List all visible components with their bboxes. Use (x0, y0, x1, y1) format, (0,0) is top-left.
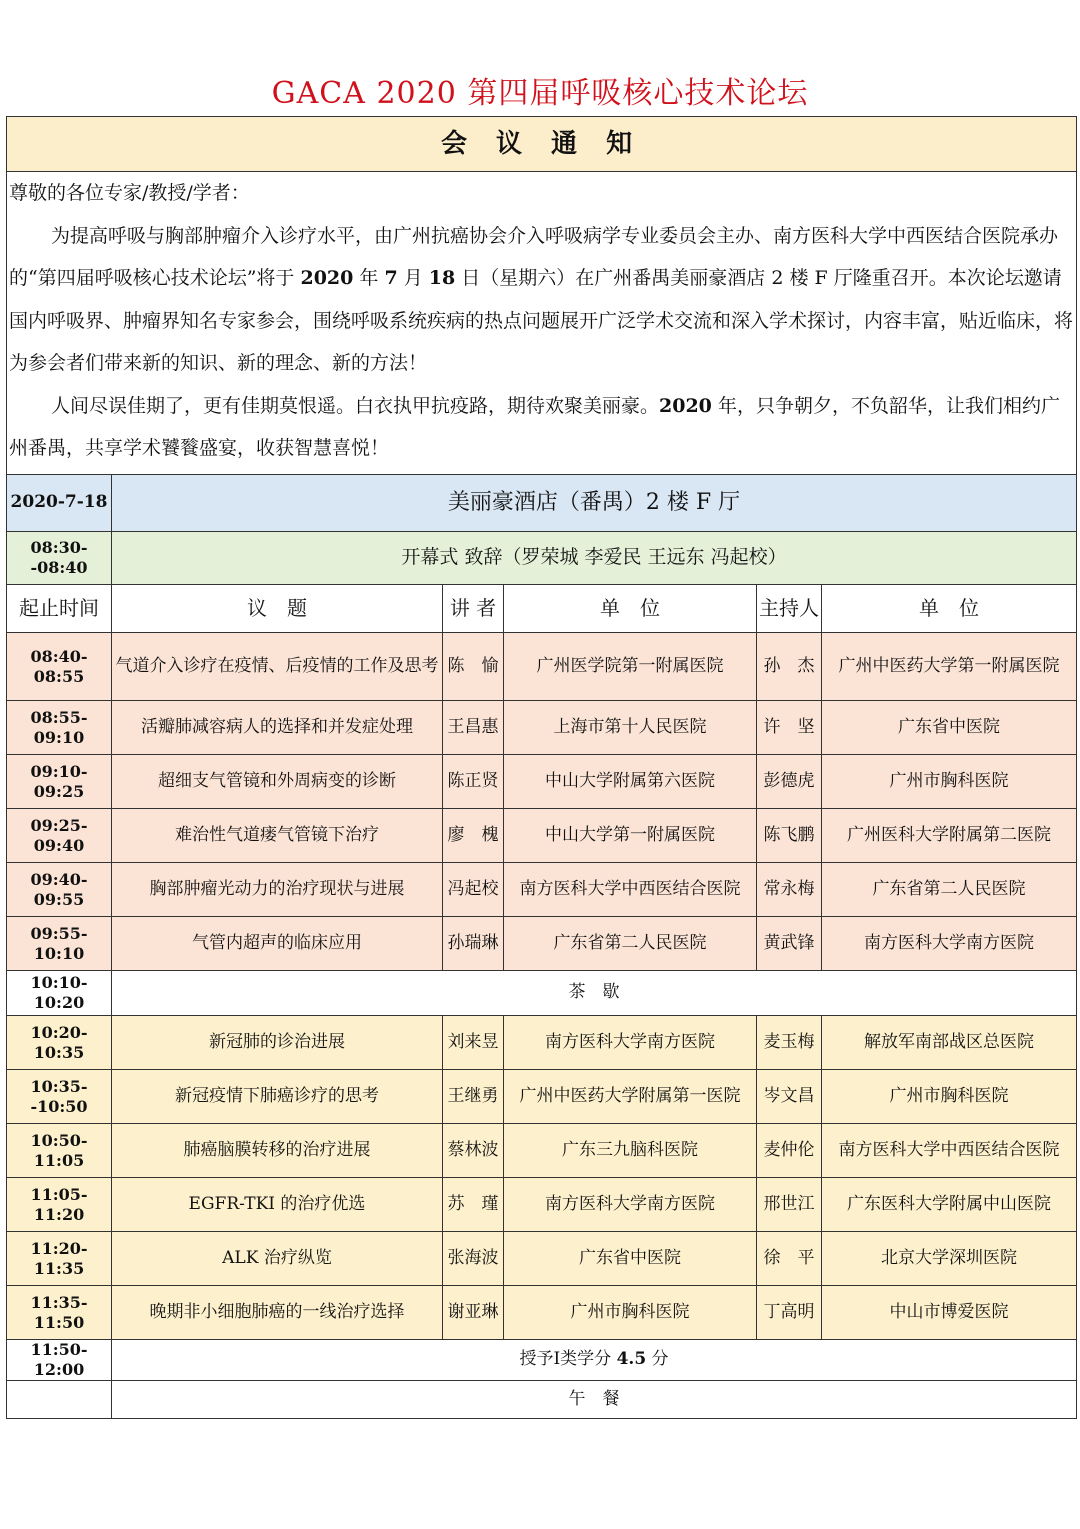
host-cell: 彭德虎 (757, 755, 822, 809)
time-cell: 10:20-10:35 (7, 1016, 112, 1070)
topic-cell: 晚期非小细胞肺癌的一线治疗选择 (112, 1286, 443, 1340)
topic-cell: 新冠疫情下肺癌诊疗的思考 (112, 1070, 443, 1124)
unit-cell: 广州中医药大学附属第一医院 (504, 1070, 757, 1124)
time-cell: 09:25-09:40 (7, 809, 112, 863)
speaker-cell: 蔡林波 (443, 1124, 504, 1178)
time-cell: 08:55-09:10 (7, 701, 112, 755)
topic-cell: 活瓣肺减容病人的选择和并发症处理 (112, 701, 443, 755)
unit-cell: 广东三九脑科医院 (504, 1124, 757, 1178)
unit-cell: 广州医学院第一附属医院 (504, 633, 757, 701)
host-unit-cell: 广东医科大学附属中山医院 (822, 1178, 1077, 1232)
host-unit-cell: 广州中医药大学第一附属医院 (822, 633, 1077, 701)
table-row (7, 633, 1077, 701)
time-cell: 11:05-11:20 (7, 1178, 112, 1232)
speaker-cell: 苏 瑾 (443, 1178, 504, 1232)
table-row (7, 1232, 1077, 1286)
host-unit-cell: 解放军南部战区总医院 (822, 1016, 1077, 1070)
unit-cell: 中山大学附属第六医院 (504, 755, 757, 809)
host-unit-cell: 中山市博爱医院 (822, 1286, 1077, 1340)
col-time: 起止时间 (7, 585, 112, 633)
intro-paragraph-1: 为提高呼吸与胸部肿瘤介入诊疗水平，由广州抗癌协会介入呼吸病学专业委员会主办、南方医科大学中西医结合医院承办的“第四届呼吸核心技术论坛”将于 2020 年 7 月 18 日（星期六）在广州番禺美丽豪酒店 2 楼 F 厅隆重召开。本次论坛邀请国内呼吸界、肿瘤界知名专家参会，围绕呼吸系统疾病的热点问题展开广泛学术交流和深入学术探讨，内容丰富，贴近临床，将为参会者们带来新的知识、新的理念、新的方法！ (9, 224, 1074, 374)
host-cell: 徐 平 (757, 1232, 822, 1286)
greeting: 尊敬的各位专家/教授/学者： (9, 182, 250, 204)
table-row (7, 863, 1077, 917)
speaker-cell: 廖 槐 (443, 809, 504, 863)
host-cell: 麦仲伦 (757, 1124, 822, 1178)
host-unit-cell: 广州市胸科医院 (822, 755, 1077, 809)
col-unit: 单 位 (504, 585, 757, 633)
speaker-cell: 张海波 (443, 1232, 504, 1286)
topic-cell: EGFR-TKI 的治疗优选 (112, 1178, 443, 1232)
host-unit-cell: 广东省第二人民医院 (822, 863, 1077, 917)
table-row (7, 1178, 1077, 1232)
lunch-text: 午 餐 (112, 1381, 1077, 1419)
topic-cell: 气管内超声的临床应用 (112, 917, 443, 971)
host-unit-cell: 广东省中医院 (822, 701, 1077, 755)
time-cell: 08:40-08:55 (7, 633, 112, 701)
host-cell: 常永梅 (757, 863, 822, 917)
table-row (7, 1016, 1077, 1070)
table-row (7, 1286, 1077, 1340)
table-row (7, 917, 1077, 971)
host-cell: 岑文昌 (757, 1070, 822, 1124)
opening-time: 08:30--08:40 (7, 532, 112, 585)
host-unit-cell: 南方医科大学南方医院 (822, 917, 1077, 971)
table-row (7, 809, 1077, 863)
host-cell: 麦玉梅 (757, 1016, 822, 1070)
break-time: 10:10-10:20 (7, 971, 112, 1016)
host-cell: 许 坚 (757, 701, 822, 755)
table-row (7, 1124, 1077, 1178)
host-cell: 陈飞鹏 (757, 809, 822, 863)
host-unit-cell: 北京大学深圳医院 (822, 1232, 1077, 1286)
host-cell: 黄武锋 (757, 917, 822, 971)
conference-table (6, 116, 1077, 1419)
host-cell: 邢世江 (757, 1178, 822, 1232)
time-cell: 10:50-11:05 (7, 1124, 112, 1178)
credit-time: 11:50-12:00 (7, 1340, 112, 1381)
host-unit-cell: 南方医科大学中西医结合医院 (822, 1124, 1077, 1178)
intro-text (7, 172, 1077, 475)
col-host-unit: 单 位 (822, 585, 1077, 633)
time-cell: 11:20-11:35 (7, 1232, 112, 1286)
topic-cell: 肺癌脑膜转移的治疗进展 (112, 1124, 443, 1178)
host-unit-cell: 广州市胸科医院 (822, 1070, 1077, 1124)
speaker-cell: 冯起校 (443, 863, 504, 917)
speaker-cell: 刘来昱 (443, 1016, 504, 1070)
time-cell: 11:35-11:50 (7, 1286, 112, 1340)
host-cell: 孙 杰 (757, 633, 822, 701)
venue-cell: 美丽豪酒店（番禺）2 楼 F 厅 (112, 475, 1077, 532)
time-cell: 10:35--10:50 (7, 1070, 112, 1124)
table-row (7, 1070, 1077, 1124)
speaker-cell: 陈正贤 (443, 755, 504, 809)
credit-text: 授予Ⅰ类学分 4.5 分 (112, 1340, 1077, 1381)
unit-cell: 广东省第二人民医院 (504, 917, 757, 971)
time-cell: 09:40-09:55 (7, 863, 112, 917)
opening-text: 开幕式 致辞（罗荣城 李爱民 王远东 冯起校） (112, 532, 1077, 585)
table-row (7, 701, 1077, 755)
host-cell: 丁高明 (757, 1286, 822, 1340)
topic-cell: 气道介入诊疗在疫情、后疫情的工作及思考 (112, 633, 443, 701)
speaker-cell: 陈 愉 (443, 633, 504, 701)
notice-heading: 会 议 通 知 (7, 117, 1077, 172)
col-host: 主持人 (757, 585, 822, 633)
break-text: 茶 歇 (112, 971, 1077, 1016)
lunch-time-empty (7, 1381, 112, 1419)
col-speaker: 讲 者 (443, 585, 504, 633)
time-cell: 09:55-10:10 (7, 917, 112, 971)
unit-cell: 南方医科大学南方医院 (504, 1178, 757, 1232)
date-cell: 2020-7-18 (7, 475, 112, 532)
unit-cell: 南方医科大学中西医结合医院 (504, 863, 757, 917)
col-topic: 议 题 (112, 585, 443, 633)
speaker-cell: 王昌惠 (443, 701, 504, 755)
speaker-cell: 孙瑞琳 (443, 917, 504, 971)
unit-cell: 广州市胸科医院 (504, 1286, 757, 1340)
topic-cell: ALK 治疗纵览 (112, 1232, 443, 1286)
speaker-cell: 谢亚琳 (443, 1286, 504, 1340)
page-title: GACA 2020 第四届呼吸核心技术论坛 (271, 76, 809, 111)
topic-cell: 胸部肿瘤光动力的治疗现状与进展 (112, 863, 443, 917)
unit-cell: 上海市第十人民医院 (504, 701, 757, 755)
time-cell: 09:10-09:25 (7, 755, 112, 809)
table-row (7, 755, 1077, 809)
topic-cell: 难治性气道瘘气管镜下治疗 (112, 809, 443, 863)
unit-cell: 中山大学第一附属医院 (504, 809, 757, 863)
topic-cell: 新冠肺的诊治进展 (112, 1016, 443, 1070)
unit-cell: 广东省中医院 (504, 1232, 757, 1286)
speaker-cell: 王继勇 (443, 1070, 504, 1124)
topic-cell: 超细支气管镜和外周病变的诊断 (112, 755, 443, 809)
unit-cell: 南方医科大学南方医院 (504, 1016, 757, 1070)
host-unit-cell: 广州医科大学附属第二医院 (822, 809, 1077, 863)
intro-paragraph-2: 人间尽误佳期了，更有佳期莫恨遥。白衣执甲抗疫路，期待欢聚美丽豪。2020 年，只争朝夕，不负韶华，让我们相约广州番禺，共享学术饕餮盛宴，收获智慧喜悦！ (9, 394, 1060, 459)
